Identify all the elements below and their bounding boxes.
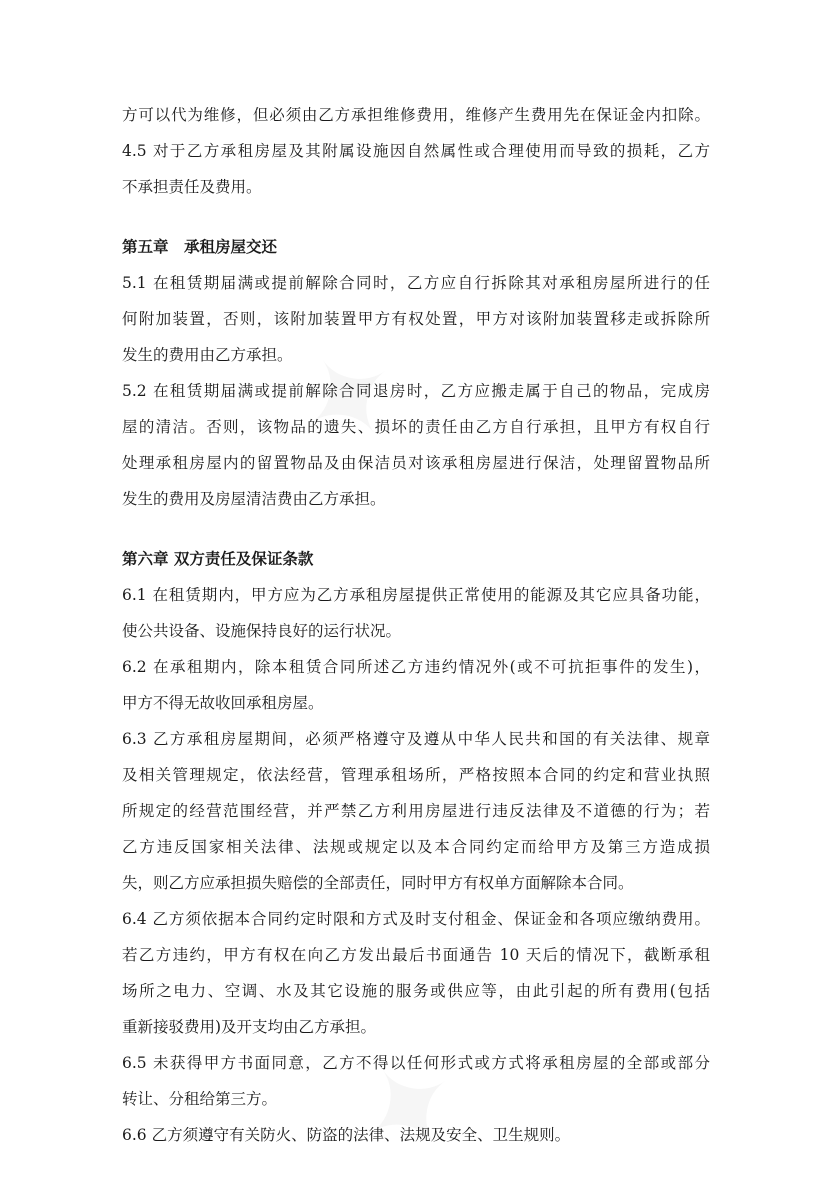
chapter-5-section <box>122 229 710 517</box>
paragraph-line: 方可以代为维修，但必须由乙方承担维修费用，维修产生费用先在保证金内扣除。 <box>122 106 710 124</box>
paragraph-line: 4.5 对于乙方承租房屋及其附属设施因自然属性或合理使用而导致的损耗，乙方 <box>122 142 710 160</box>
paragraph-line: 使公共设备、设施保持良好的运行状况。 <box>122 622 402 640</box>
paragraph-line: 6.5 未获得甲方书面同意，乙方不得以任何形式或方式将承租房屋的全部或部分 <box>122 1054 710 1072</box>
paragraph-line: 何附加装置，否则，该附加装置甲方有权处置，甲方对该附加装置移走或拆除所 <box>122 310 710 328</box>
paragraph-line: 6.4 乙方须依据本合同约定时限和方式及时支付租金、保证金和各项应缴纳费用。 <box>122 910 710 928</box>
paragraph-line: 失，则乙方应承担损失赔偿的全部责任，同时甲方有权单方面解除本合同。 <box>122 874 634 892</box>
paragraph-line: 转让、分租给第三方。 <box>122 1090 278 1108</box>
chapter-title: 第六章 双方责任及保证条款 <box>122 550 314 568</box>
paragraph-line: 5.1 在租赁期届满或提前解除合同时，乙方应自行拆除其对承租房屋所进行的任 <box>122 274 710 292</box>
paragraph-line: 发生的费用及房屋清洁费由乙方承担。 <box>122 490 386 508</box>
paragraph-line: 乙方违反国家相关法律、法规或规定以及本合同约定而给甲方及第三方造成损 <box>122 838 710 856</box>
paragraph-line: 不承担责任及费用。 <box>122 178 262 196</box>
chapter-6-section <box>122 541 710 1153</box>
paragraph-line: 6.2 在承租期内，除本租赁合同所述乙方违约情况外(或不可抗拒事件的发生)， <box>122 658 710 676</box>
paragraph-line: 及相关管理规定，依法经营，管理承租场所，严格按照本合同的约定和营业执照 <box>122 766 710 784</box>
paragraph-line: 处理承租房屋内的留置物品及由保洁员对该承租房屋进行保洁，处理留置物品所 <box>122 454 710 472</box>
paragraph-line: 5.2 在租赁期届满或提前解除合同退房时，乙方应搬走属于自己的物品，完成房 <box>122 382 710 400</box>
paragraph-line: 6.1 在租赁期内，甲方应为乙方承租房屋提供正常使用的能源及其它应具备功能， <box>122 586 710 604</box>
paragraph-line: 甲方不得无故收回承租房屋。 <box>122 694 324 712</box>
paragraph-line: 所规定的经营范围经营，并严禁乙方利用房屋进行违反法律及不道德的行为；若 <box>122 802 710 820</box>
paragraph-line: 重新接驳费用)及开支均由乙方承担。 <box>122 1018 377 1036</box>
document-body <box>122 97 710 1153</box>
intro-section <box>122 97 710 205</box>
paragraph-line: 发生的费用由乙方承担。 <box>122 346 293 364</box>
paragraph-line: 屋的清洁。否则，该物品的遗失、损坏的责任由乙方自行承担，且甲方有权自行 <box>122 418 710 436</box>
chapter-title: 第五章 承租房屋交还 <box>122 238 278 256</box>
paragraph-line: 若乙方违约，甲方有权在向乙方发出最后书面通告 10 天后的情况下，截断承租 <box>122 946 710 964</box>
paragraph-line: 6.3 乙方承租房屋期间，必须严格遵守及遵从中华人民共和国的有关法律、规章 <box>122 730 710 748</box>
paragraph-line: 场所之电力、空调、水及其它设施的服务或供应等，由此引起的所有费用(包括 <box>122 982 710 1000</box>
paragraph-line: 6.6 乙方须遵守有关防火、防盗的法律、法规及安全、卫生规则。 <box>122 1126 571 1144</box>
